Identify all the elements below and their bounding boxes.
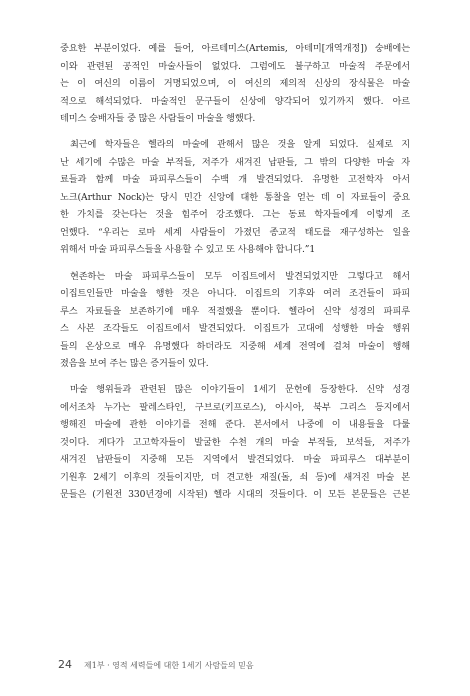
text-line: 난 세기에 수많은 마술 부적들, 저주가 새겨진 납판들, 그 밖의 다양한 마술 자	[60, 156, 410, 168]
text-line: 현존하는 마술 파피루스들이 모두 이집트에서 발견되었지만 그렇다고 해서	[70, 270, 410, 282]
text-line: 최근에 학자들은 헬라의 마술에 관해서 많은 것을 알게 되었다. 실제로 지	[70, 139, 410, 151]
page-footer	[58, 658, 254, 671]
text-line: 료들과 함께 마술 파피루스들이 수백 개 발견되었다. 유명한 고전학자 아서	[60, 174, 410, 186]
text-line: 루스 자료들을 보존하기에 매우 적절했을 뿐이다. 헬라어 신약 성경의 파피루	[60, 305, 410, 317]
text-line: 중요한 부분이었다. 예를 들어, 아르테미스(Artemis, 아테미[개역개정]) 숭배에는	[60, 43, 410, 54]
text-line: 테미스 숭배자들 중 많은 사람들이 마술을 행했다.	[60, 113, 256, 124]
text-line: 들의 온상으로 매우 유명했다 하더라도 지중해 세계 전역에 걸쳐 마술이 행해	[60, 340, 410, 352]
text-line: 위해서 마술 파피루스들을 사용할 수 있고 또 사용해야 합니다.”1	[60, 244, 316, 256]
text-line: 적으로 해석되었다. 마술적인 문구들이 신상에 양각되어 있기까지 했다. 아르	[60, 95, 410, 107]
text-line: 는 이 여신의 이름이 거명되었으며, 이 여신의 제의적 신상의 장식물은 마술	[60, 78, 410, 89]
text-line: 마술 행위들과 관련된 많은 이야기들이 1세기 문헌에 등장한다. 신약 성경	[70, 384, 410, 396]
body-text	[60, 40, 410, 504]
text-line: 언했다. “우리는 로마 세계 사람들이 가졌던 종교적 태도를 재구성하는 일을	[60, 226, 410, 238]
text-line: 행해진 마술에 관한 이야기를 전해 준다. 본서에서 나중에 이 내용들을 다룰	[60, 419, 410, 431]
page-number: 24	[58, 658, 72, 671]
text-line: 에서조차 누가는 팔레스타인, 구브로(키프로스), 아시아, 북부 그리스 등지에서	[60, 401, 410, 413]
text-line: 이집트인들만 마술을 행한 것은 아니다. 이집트의 기후와 여러 조건들이 파피	[60, 288, 410, 300]
text-line: 새겨진 납판들이 지중해 모든 지역에서 발견되었다. 마술 파피루스 대부분이	[60, 454, 410, 466]
text-line: 기원후 2세기 이후의 것들이지만, 더 견고한 재질(돌, 쇠 등)에 새겨진 마술 본	[60, 471, 410, 483]
running-title: 제1부 · 영적 세력들에 대한 1세기 사람들의 믿음	[84, 661, 254, 670]
text-line: 노크(Arthur Nock)는 당시 민간 신앙에 대한 통찰을 얻는 데 이 자료들이 중요	[60, 191, 410, 203]
text-line: 문들은 (기원전 330년경에 시작된) 헬라 시대의 것들이다. 이 모든 본문들은 근본	[60, 489, 410, 501]
text-line: 이와 관련된 공적인 마술사들이 없었다. 그럼에도 불구하고 마술적 주문에서	[60, 60, 410, 72]
text-line: 것이다. 게다가 고고학자들이 발굴한 수천 개의 마술 부적들, 보석들, 저주가	[60, 436, 410, 448]
text-line: 스 사본 조각들도 이집트에서 발견되었다. 이집트가 고대에 성행한 마술 행위	[60, 323, 410, 335]
text-line: 한 가치를 갖는다는 것을 힘주어 강조했다. 그는 동료 학자들에게 이렇게 조	[60, 209, 410, 221]
text-line: 졌음을 보여 주는 많은 증거들이 있다.	[60, 358, 209, 370]
